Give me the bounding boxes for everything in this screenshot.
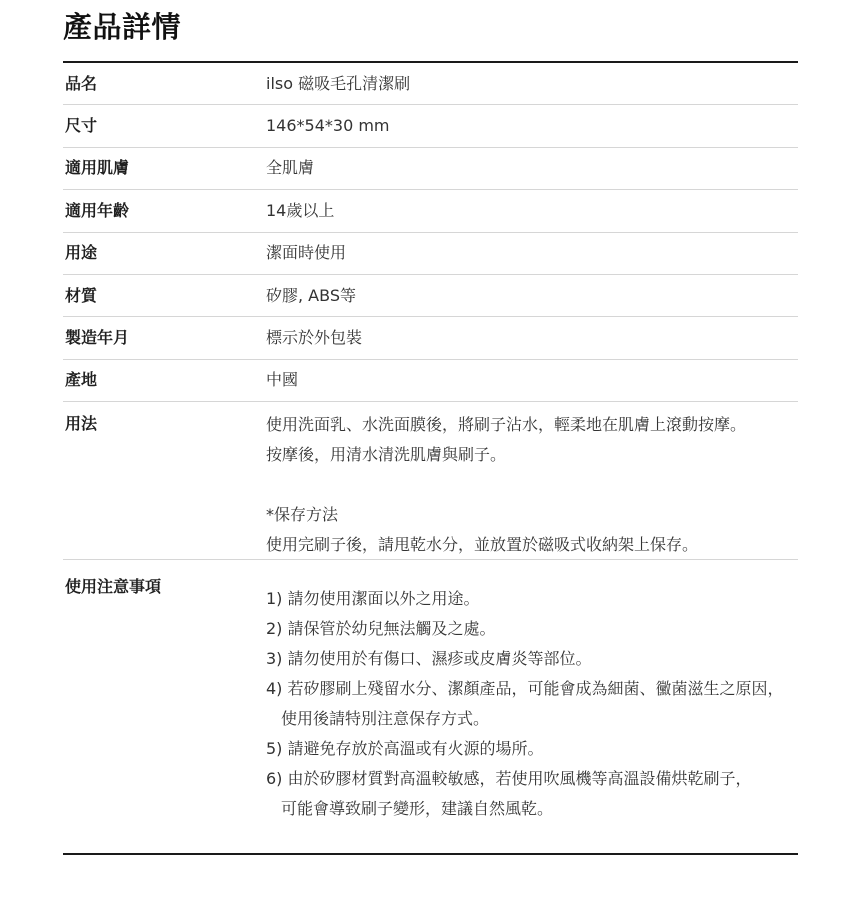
spec-row-size	[63, 105, 798, 147]
spec-value: 14歲以上	[266, 200, 335, 220]
usage-line: 按摩後，用清水清洗肌膚與刷子。	[266, 445, 507, 465]
precaution-item: 3) 請勿使用於有傷口、濕疹或皮膚炎等部位。	[266, 649, 592, 669]
spec-row-material	[63, 275, 798, 317]
precaution-item: 5) 請避免存放於高溫或有火源的場所。	[266, 739, 544, 759]
precaution-item-continued: 使用後請特別注意保存方式。	[281, 709, 490, 729]
spec-row-origin	[63, 360, 798, 402]
precaution-item: 1) 請勿使用潔面以外之用途。	[266, 589, 480, 609]
spec-label: 使用注意事項	[65, 577, 162, 597]
precaution-item: 6) 由於矽膠材質對高溫較敏感，若使用吹風機等高溫設備烘乾刷子，	[266, 769, 752, 789]
spec-label: 材質	[65, 285, 98, 305]
spec-label: 品名	[65, 73, 98, 93]
storage-heading: *保存方法	[266, 505, 339, 525]
precaution-item: 4) 若矽膠刷上殘留水分、潔顏產品，可能會成為細菌、黴菌滋生之原因，	[266, 679, 784, 699]
spec-row-age	[63, 190, 798, 232]
bottom-divider	[63, 853, 798, 855]
spec-label: 產地	[65, 370, 98, 390]
spacer	[266, 470, 798, 500]
product-details-section	[63, 0, 798, 855]
spec-value: ilso 磁吸毛孔清潔刷	[266, 73, 411, 93]
precaution-item: 2) 請保管於幼兒無法觸及之處。	[266, 619, 496, 639]
spec-value: 全肌膚	[266, 158, 315, 178]
spec-value: 矽膠, ABS等	[266, 285, 356, 305]
spec-label: 製造年月	[65, 328, 130, 348]
spec-row-usage	[63, 402, 798, 560]
spec-label: 用法	[65, 414, 98, 434]
usage-line: 使用洗面乳、水洗面膜後，將刷子沾水，輕柔地在肌膚上滾動按摩。	[266, 415, 747, 435]
spec-row-skin-type	[63, 148, 798, 190]
precautions-list	[266, 575, 798, 853]
spec-value: 146*54*30 mm	[266, 116, 390, 136]
spec-value: 中國	[266, 370, 299, 390]
spec-value: 潔面時使用	[266, 243, 347, 263]
usage-text	[266, 410, 798, 559]
spec-row-purpose	[63, 233, 798, 275]
spec-value: 標示於外包裝	[266, 328, 363, 348]
spec-label: 適用年齡	[65, 200, 130, 220]
spec-row-precautions	[63, 560, 798, 853]
spec-row-name	[63, 63, 798, 105]
spec-label: 用途	[65, 243, 98, 263]
precaution-item-continued: 可能會導致刷子變形，建議自然風乾。	[281, 799, 554, 819]
spec-label: 適用肌膚	[65, 158, 130, 178]
page-title: 產品詳情	[63, 10, 182, 44]
spec-row-manufacture-date	[63, 317, 798, 359]
spec-label: 尺寸	[65, 116, 98, 136]
usage-line: 使用完刷子後，請甩乾水分，並放置於磁吸式收納架上保存。	[266, 535, 699, 555]
